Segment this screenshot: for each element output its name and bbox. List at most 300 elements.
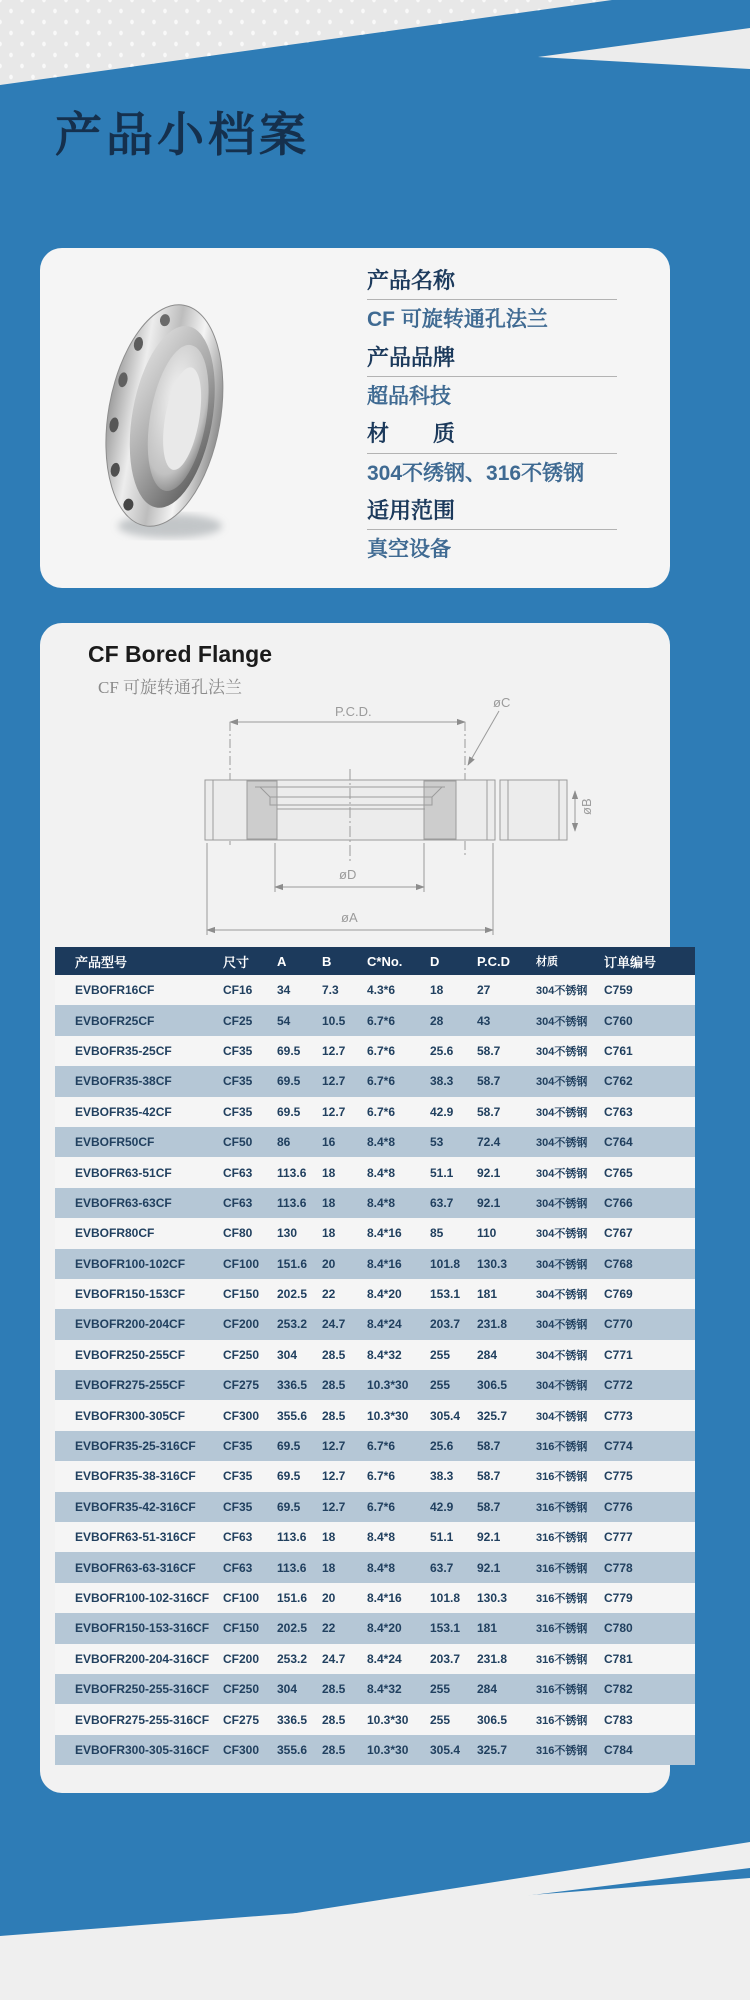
- table-cell: 304不锈钢: [536, 985, 588, 998]
- table-cell: 304: [277, 1682, 298, 1697]
- table-row: [55, 1188, 695, 1218]
- table-cell: 28.5: [322, 1682, 346, 1697]
- table-cell: 28.5: [322, 1408, 346, 1423]
- spec-sheet-card: [40, 623, 670, 1793]
- table-cell: 316不锈钢: [536, 1562, 588, 1575]
- table-row: [55, 1583, 695, 1613]
- table-cell: 8.4*16: [367, 1256, 402, 1271]
- table-row: [55, 1005, 695, 1035]
- table-cell: CF35: [223, 1104, 253, 1119]
- product-photo: [92, 288, 242, 550]
- table-cell: 255: [430, 1712, 451, 1727]
- table-cell: C760: [604, 1013, 633, 1028]
- table-cell: C775: [604, 1469, 633, 1484]
- table-cell: 58.7: [477, 1499, 501, 1514]
- table-row: [55, 1097, 695, 1127]
- table-cell: 28: [430, 1013, 444, 1028]
- table-cell: 42.9: [430, 1104, 454, 1119]
- table-cell: 22: [322, 1287, 336, 1302]
- dim-label-c: øC: [493, 695, 511, 710]
- table-cell: 38.3: [430, 1074, 454, 1089]
- table-cell: 58.7: [477, 1439, 501, 1454]
- table-cell: 58.7: [477, 1043, 501, 1058]
- table-cell: 12.7: [322, 1469, 346, 1484]
- table-cell: 订单编号: [604, 954, 657, 970]
- table-cell: 54: [277, 1013, 291, 1028]
- table-cell: 253.2: [277, 1317, 308, 1332]
- table-cell: EVBOFR35-25CF: [75, 1043, 172, 1058]
- table-cell: 151.6: [277, 1591, 308, 1605]
- table-row: [55, 975, 695, 1005]
- table-cell: 10.5: [322, 1013, 346, 1028]
- field-label: 产品品牌: [367, 344, 456, 370]
- table-cell: 24.7: [322, 1651, 346, 1666]
- table-cell: 28.5: [322, 1742, 346, 1757]
- table-cell: 304不锈钢: [536, 1410, 588, 1423]
- table-cell: 16: [322, 1135, 336, 1150]
- table-cell: CF250: [223, 1347, 260, 1362]
- table-cell: 18: [322, 1195, 336, 1210]
- field-label: 适用范围: [367, 497, 456, 523]
- table-cell: 63.7: [430, 1560, 454, 1575]
- table-cell: 304不锈钢: [536, 1076, 588, 1089]
- table-cell: 6.7*6: [367, 1469, 396, 1484]
- table-cell: 151.6: [277, 1256, 308, 1271]
- table-cell: 69.5: [277, 1439, 301, 1454]
- table-row: [55, 1735, 695, 1765]
- dim-label-a: øA: [341, 910, 358, 925]
- table-cell: 130.3: [477, 1256, 508, 1271]
- table-cell: 69.5: [277, 1043, 301, 1058]
- table-cell: CF63: [223, 1165, 253, 1180]
- table-cell: 336.5: [277, 1378, 308, 1393]
- field-value: 304不绣钢、316不锈钢: [367, 461, 585, 485]
- table-cell: 6.7*6: [367, 1013, 396, 1028]
- table-cell: 8.4*20: [367, 1621, 402, 1636]
- table-cell: 尺寸: [223, 954, 250, 970]
- table-cell: 8.4*24: [367, 1651, 402, 1666]
- table-cell: 8.4*32: [367, 1347, 402, 1362]
- table-cell: C780: [604, 1621, 633, 1636]
- table-cell: 113.6: [277, 1560, 307, 1575]
- table-cell: 10.3*30: [367, 1378, 409, 1393]
- table-cell: 153.1: [430, 1287, 461, 1302]
- table-cell: CF25: [223, 1013, 253, 1028]
- table-cell: EVBOFR200-204CF: [75, 1317, 186, 1332]
- table-cell: 202.5: [277, 1287, 308, 1302]
- table-cell: B: [322, 953, 332, 969]
- table-cell: 325.7: [477, 1408, 508, 1423]
- table-cell: 18: [322, 1165, 336, 1180]
- table-row: [55, 1218, 695, 1248]
- table-cell: CF200: [223, 1651, 260, 1666]
- table-cell: C763: [604, 1104, 633, 1119]
- table-cell: 316不锈钢: [536, 1532, 588, 1545]
- table-cell: 316不锈钢: [536, 1684, 588, 1697]
- table-cell: CF80: [223, 1226, 253, 1241]
- table-row: [55, 1492, 695, 1522]
- product-profile-card: [40, 248, 670, 588]
- table-cell: 20: [322, 1256, 336, 1271]
- table-cell: 12.7: [322, 1104, 346, 1119]
- table-cell: 材质: [536, 956, 558, 968]
- table-cell: 8.4*8: [367, 1560, 396, 1575]
- table-cell: 304不锈钢: [536, 1228, 588, 1241]
- table-cell: 28.5: [322, 1712, 346, 1727]
- table-cell: 130: [277, 1226, 298, 1241]
- field-brand: [367, 345, 617, 410]
- table-cell: 255: [430, 1347, 451, 1362]
- table-cell: 51.1: [430, 1165, 454, 1180]
- table-cell: 51.1: [430, 1530, 454, 1545]
- table-cell: 69.5: [277, 1499, 301, 1514]
- table-cell: 8.4*16: [367, 1226, 402, 1241]
- table-cell: 304: [277, 1347, 298, 1362]
- table-row: [55, 1431, 695, 1461]
- table-cell: 18: [322, 1530, 336, 1545]
- table-cell: CF200: [223, 1317, 260, 1332]
- table-cell: 181: [477, 1621, 498, 1636]
- field-divider: [367, 453, 617, 454]
- table-cell: 18: [430, 983, 444, 998]
- table-cell: 203.7: [430, 1651, 461, 1666]
- table-cell: 产品型号: [75, 954, 128, 970]
- table-cell: EVBOFR300-305CF: [75, 1408, 186, 1423]
- table-row: [55, 1249, 695, 1279]
- table-cell: 6.7*6: [367, 1499, 396, 1514]
- table-cell: 25.6: [430, 1043, 454, 1058]
- table-cell: EVBOFR275-255CF: [75, 1378, 186, 1393]
- table-cell: 58.7: [477, 1104, 501, 1119]
- table-cell: 304不锈钢: [536, 1197, 588, 1210]
- table-cell: 8.4*20: [367, 1287, 402, 1302]
- bottom-gray-wedge: [0, 1830, 750, 2000]
- table-cell: 42.9: [430, 1499, 454, 1514]
- table-cell: 316不锈钢: [536, 1623, 588, 1636]
- table-cell: 34: [277, 983, 291, 998]
- table-cell: C778: [604, 1560, 633, 1575]
- table-cell: C776: [604, 1499, 633, 1514]
- table-cell: 10.3*30: [367, 1712, 409, 1727]
- table-row: [55, 1552, 695, 1582]
- table-cell: 203.7: [430, 1317, 461, 1332]
- page-title: 产品小档案: [55, 108, 310, 161]
- table-cell: 92.1: [477, 1195, 501, 1210]
- table-cell: C773: [604, 1408, 633, 1423]
- table-cell: EVBOFR35-42CF: [75, 1104, 172, 1119]
- table-cell: EVBOFR80CF: [75, 1226, 155, 1241]
- table-cell: 113.6: [277, 1530, 307, 1545]
- table-cell: EVBOFR35-25-316CF: [75, 1439, 196, 1454]
- table-cell: 86: [277, 1135, 291, 1150]
- table-cell: CF35: [223, 1043, 253, 1058]
- table-cell: 8.4*32: [367, 1682, 402, 1697]
- table-cell: CF100: [223, 1256, 260, 1271]
- field-product-name: [367, 268, 617, 333]
- table-cell: CF35: [223, 1469, 253, 1484]
- table-cell: 255: [430, 1378, 451, 1393]
- table-cell: 110: [477, 1226, 497, 1241]
- table-cell: 12.7: [322, 1043, 346, 1058]
- table-cell: CF150: [223, 1621, 260, 1636]
- table-cell: 316不锈钢: [536, 1653, 588, 1666]
- field-material: [367, 421, 617, 486]
- table-cell: C769: [604, 1287, 633, 1302]
- table-row: [55, 1157, 695, 1187]
- table-cell: 101.8: [430, 1591, 461, 1605]
- table-cell: CF50: [223, 1135, 253, 1150]
- table-cell: CF16: [223, 983, 253, 998]
- table-cell: 130.3: [477, 1591, 508, 1605]
- table-cell: 284: [477, 1347, 498, 1362]
- table-cell: 316不锈钢: [536, 1471, 588, 1484]
- table-cell: 304不锈钢: [536, 1380, 588, 1393]
- table-cell: 18: [322, 1560, 336, 1575]
- table-cell: 10.3*30: [367, 1742, 409, 1757]
- table-cell: 24.7: [322, 1317, 346, 1332]
- table-row: [55, 1309, 695, 1339]
- table-cell: 6.7*6: [367, 1074, 396, 1089]
- table-cell: EVBOFR150-153-316CF: [75, 1621, 210, 1636]
- table-cell: 181: [477, 1287, 498, 1302]
- table-cell: C779: [604, 1591, 633, 1605]
- spec-title-en: CF Bored Flange: [88, 641, 273, 667]
- table-cell: 69.5: [277, 1104, 301, 1119]
- table-cell: 316不锈钢: [536, 1744, 588, 1757]
- table-cell: C770: [604, 1317, 633, 1332]
- table-cell: C761: [604, 1043, 633, 1058]
- table-cell: 305.4: [430, 1408, 461, 1423]
- table-cell: EVBOFR16CF: [75, 983, 155, 998]
- table-cell: 12.7: [322, 1499, 346, 1514]
- table-cell: 202.5: [277, 1621, 308, 1636]
- table-cell: 92.1: [477, 1560, 501, 1575]
- table-cell: P.C.D: [477, 953, 510, 969]
- table-cell: 304不锈钢: [536, 1137, 588, 1150]
- table-cell: C*No.: [367, 953, 403, 969]
- spec-table-header: [55, 947, 695, 975]
- table-cell: 306.5: [477, 1712, 508, 1727]
- spec-table-body: [55, 975, 695, 1765]
- table-cell: 153.1: [430, 1621, 461, 1636]
- product-fields: [367, 268, 617, 574]
- table-row: [55, 1704, 695, 1734]
- table-cell: CF63: [223, 1530, 253, 1545]
- table-cell: 20: [322, 1591, 336, 1605]
- table-cell: C768: [604, 1256, 633, 1271]
- table-cell: EVBOFR100-102CF: [75, 1256, 186, 1271]
- table-cell: 43: [477, 1013, 491, 1028]
- table-cell: 316不锈钢: [536, 1501, 588, 1514]
- table-cell: 304不锈钢: [536, 1349, 588, 1362]
- table-cell: 6.7*6: [367, 1104, 396, 1119]
- table-row: [55, 1613, 695, 1643]
- table-cell: CF35: [223, 1499, 253, 1514]
- table-cell: 69.5: [277, 1074, 301, 1089]
- table-cell: 306.5: [477, 1378, 508, 1393]
- table-cell: 12.7: [322, 1074, 346, 1089]
- table-cell: CF275: [223, 1378, 260, 1393]
- table-cell: 304不锈钢: [536, 1319, 588, 1332]
- table-row: [55, 1340, 695, 1370]
- table-cell: 8.4*8: [367, 1135, 396, 1150]
- table-row: [55, 1644, 695, 1674]
- table-cell: EVBOFR63-63-316CF: [75, 1560, 196, 1575]
- table-cell: EVBOFR35-42-316CF: [75, 1499, 196, 1514]
- table-cell: 231.8: [477, 1651, 508, 1666]
- table-row: [55, 1400, 695, 1430]
- field-value: 超品科技: [367, 384, 451, 408]
- table-cell: 304不锈钢: [536, 1258, 588, 1271]
- table-cell: 92.1: [477, 1530, 501, 1545]
- table-cell: 255: [430, 1682, 451, 1697]
- table-cell: 304不锈钢: [536, 1015, 588, 1028]
- table-cell: 316不锈钢: [536, 1441, 588, 1454]
- table-cell: C774: [604, 1439, 633, 1454]
- table-cell: 8.4*8: [367, 1195, 396, 1210]
- table-cell: EVBOFR25CF: [75, 1013, 155, 1028]
- table-cell: 8.4*8: [367, 1530, 396, 1545]
- table-cell: 58.7: [477, 1469, 501, 1484]
- table-cell: EVBOFR63-51CF: [75, 1165, 172, 1180]
- table-cell: 69.5: [277, 1469, 301, 1484]
- dim-label-d: øD: [339, 867, 357, 882]
- table-cell: EVBOFR50CF: [75, 1135, 155, 1150]
- table-cell: 355.6: [277, 1408, 308, 1423]
- table-cell: C782: [604, 1682, 633, 1697]
- table-cell: 304不锈钢: [536, 1045, 588, 1058]
- table-cell: CF150: [223, 1287, 260, 1302]
- table-cell: 72.4: [477, 1135, 501, 1150]
- table-cell: 7.3: [322, 983, 339, 998]
- table-cell: CF275: [223, 1712, 260, 1727]
- table-cell: EVBOFR250-255CF: [75, 1347, 186, 1362]
- table-cell: 231.8: [477, 1317, 508, 1332]
- table-cell: EVBOFR300-305-316CF: [75, 1742, 210, 1757]
- field-divider: [367, 376, 617, 377]
- table-cell: C762: [604, 1074, 633, 1089]
- table-cell: 316不锈钢: [536, 1593, 588, 1605]
- table-cell: EVBOFR35-38-316CF: [75, 1469, 196, 1484]
- table-row: [55, 1279, 695, 1309]
- field-application: [367, 498, 617, 563]
- table-cell: 22: [322, 1621, 336, 1636]
- table-cell: 8.4*16: [367, 1591, 402, 1605]
- table-row: [55, 1522, 695, 1552]
- table-cell: 284: [477, 1682, 498, 1697]
- table-cell: C777: [604, 1530, 633, 1545]
- dim-label-pcd: P.C.D.: [335, 704, 372, 719]
- table-cell: 10.3*30: [367, 1408, 409, 1423]
- table-cell: CF100: [223, 1591, 260, 1605]
- table-cell: 4.3*6: [367, 983, 396, 998]
- table-cell: EVBOFR275-255-316CF: [75, 1712, 210, 1727]
- table-cell: 304不锈钢: [536, 1289, 588, 1302]
- table-cell: 25.6: [430, 1439, 454, 1454]
- table-cell: 27: [477, 983, 491, 998]
- table-cell: 12.7: [322, 1439, 346, 1454]
- table-cell: C781: [604, 1651, 633, 1666]
- table-cell: 6.7*6: [367, 1043, 396, 1058]
- table-cell: C759: [604, 983, 633, 998]
- table-cell: 113.6: [277, 1165, 307, 1180]
- dim-label-b: øB: [579, 798, 594, 815]
- table-cell: 92.1: [477, 1165, 501, 1180]
- table-cell: 316不锈钢: [536, 1714, 588, 1727]
- table-cell: 253.2: [277, 1651, 308, 1666]
- table-cell: C783: [604, 1712, 633, 1727]
- table-cell: 28.5: [322, 1347, 346, 1362]
- field-divider: [367, 299, 617, 300]
- table-cell: CF63: [223, 1560, 253, 1575]
- table-cell: 85: [430, 1226, 444, 1241]
- field-divider: [367, 529, 617, 530]
- field-value: CF 可旋转通孔法兰: [367, 308, 548, 332]
- table-cell: 8.4*24: [367, 1317, 402, 1332]
- table-cell: 28.5: [322, 1378, 346, 1393]
- table-cell: C764: [604, 1135, 633, 1150]
- table-cell: C766: [604, 1195, 633, 1210]
- table-row: [55, 1674, 695, 1704]
- field-value: 真空设备: [367, 538, 451, 562]
- field-label: 产品名称: [367, 268, 456, 293]
- table-cell: 63.7: [430, 1195, 454, 1210]
- table-cell: 304不锈钢: [536, 1167, 588, 1180]
- table-cell: EVBOFR100-102-316CF: [75, 1591, 210, 1605]
- table-cell: C772: [604, 1378, 633, 1393]
- table-cell: 304不锈钢: [536, 1106, 588, 1119]
- table-cell: 101.8: [430, 1256, 461, 1271]
- table-cell: EVBOFR250-255-316CF: [75, 1682, 210, 1697]
- table-cell: CF300: [223, 1408, 260, 1423]
- bottom-decoration: [0, 1830, 750, 2000]
- table-cell: 58.7: [477, 1074, 501, 1089]
- spec-title-zh: CF 可旋转通孔法兰: [98, 678, 243, 697]
- table-cell: EVBOFR200-204-316CF: [75, 1651, 210, 1666]
- table-cell: A: [277, 953, 287, 969]
- table-row: [55, 1066, 695, 1096]
- table-cell: CF35: [223, 1074, 253, 1089]
- table-cell: CF35: [223, 1439, 253, 1454]
- table-cell: 336.5: [277, 1712, 308, 1727]
- table-cell: CF63: [223, 1195, 253, 1210]
- spec-table: [55, 947, 695, 1765]
- table-cell: 305.4: [430, 1742, 461, 1757]
- table-cell: C767: [604, 1226, 633, 1241]
- table-cell: EVBOFR35-38CF: [75, 1074, 172, 1089]
- table-row: [55, 1036, 695, 1066]
- table-cell: C771: [604, 1347, 633, 1362]
- table-cell: 38.3: [430, 1469, 454, 1484]
- table-cell: D: [430, 953, 440, 969]
- table-cell: 8.4*8: [367, 1165, 396, 1180]
- table-cell: 53: [430, 1135, 444, 1150]
- table-cell: EVBOFR150-153CF: [75, 1287, 186, 1302]
- field-label: 材 质: [367, 421, 456, 447]
- table-row: [55, 1370, 695, 1400]
- table-cell: 325.7: [477, 1742, 508, 1757]
- table-row: [55, 1461, 695, 1491]
- table-cell: 113.6: [277, 1195, 307, 1210]
- table-cell: 355.6: [277, 1742, 308, 1757]
- table-cell: 18: [322, 1226, 336, 1241]
- table-row: [55, 1127, 695, 1157]
- table-cell: C765: [604, 1165, 633, 1180]
- table-cell: CF300: [223, 1742, 260, 1757]
- table-cell: EVBOFR63-63CF: [75, 1195, 172, 1210]
- technical-drawing: [55, 695, 655, 945]
- table-cell: EVBOFR63-51-316CF: [75, 1530, 196, 1545]
